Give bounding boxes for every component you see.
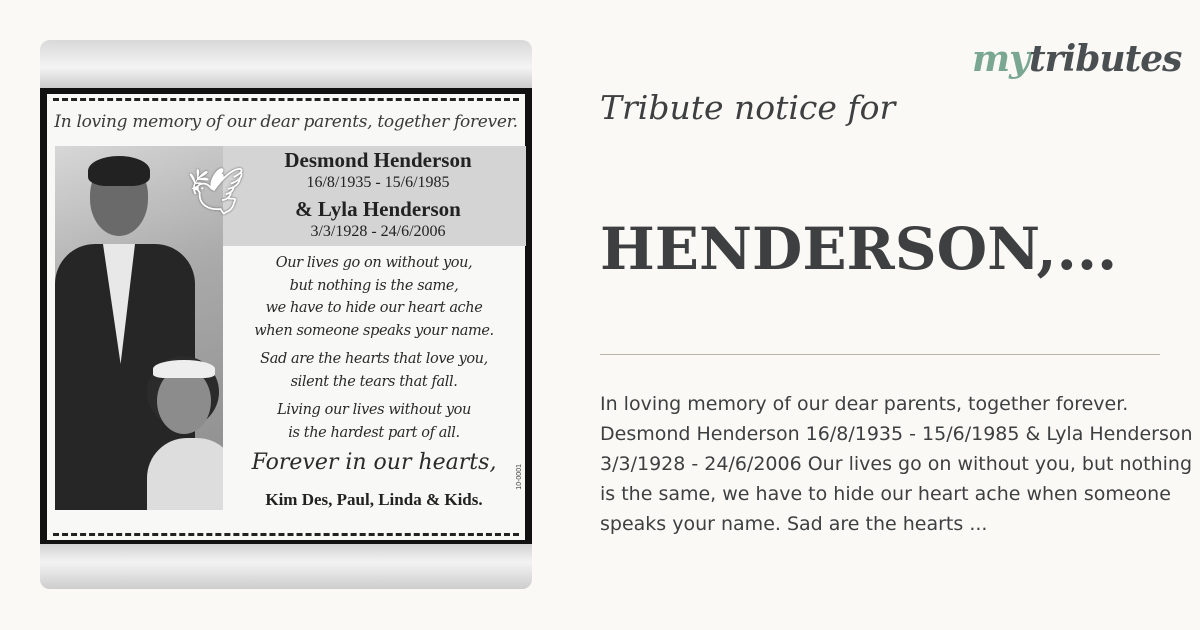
person1-name: Desmond Henderson: [284, 148, 472, 172]
photo-man-hair: [88, 156, 150, 186]
signoff: Kim Des, Paul, Linda & Kids.: [265, 490, 483, 509]
dashed-border-bottom: [53, 533, 519, 536]
closing-line: Forever in our hearts,: [251, 450, 497, 475]
notice-code: 10-0001: [516, 464, 523, 490]
page-subtitle: Tribute notice for: [600, 88, 896, 127]
logo-my: my: [972, 38, 1030, 80]
poem-line: when someone speaks your name.: [254, 322, 494, 339]
photo-woman-figure: [147, 438, 223, 510]
notice-paper: [47, 94, 525, 540]
dove-icon: 🕊: [187, 164, 246, 218]
mytributes-logo[interactable]: [972, 38, 1181, 80]
person2-dates: 3/3/1928 - 24/6/2006: [310, 223, 446, 240]
poem-line: is the hardest part of all.: [288, 424, 460, 441]
logo-tributes: tributes: [1029, 38, 1182, 80]
poem-line: Living our lives without you: [277, 402, 471, 418]
person1-dates: 16/8/1935 - 15/6/1985: [306, 174, 450, 191]
poem-line: silent the tears that fall.: [290, 373, 458, 390]
person2-name: & Lyla Henderson: [295, 197, 461, 221]
poem-line: we have to hide our heart ache: [265, 300, 483, 316]
notice-excerpt: In loving memory of our dear parents, together forever. Desmond Henderson 16/8/1935 - 15/6/1985 & Lyla Henderson 3/3/1928 - 24/6/2006 Our lives go on without you, but nothing is the same, we have to hide our heart ache when someone speaks your name. Sad are the hearts ...: [600, 393, 1193, 535]
poem-line: Our lives go on without you,: [275, 255, 473, 271]
photo-woman-headband: [153, 360, 215, 378]
dashed-border-top: [53, 98, 519, 101]
notice-header: In loving memory of our dear parents, together forever.: [54, 112, 518, 132]
page-title: HENDERSON,...: [600, 215, 1118, 283]
card-bottom-band: [40, 544, 532, 589]
poem-line: Sad are the hearts that love you,: [260, 351, 488, 367]
notice-image-card: [40, 40, 532, 589]
tribute-notice-image: [40, 88, 532, 546]
poem-line: but nothing is the same,: [289, 277, 459, 294]
poem: [223, 252, 525, 444]
divider: [600, 354, 1160, 355]
